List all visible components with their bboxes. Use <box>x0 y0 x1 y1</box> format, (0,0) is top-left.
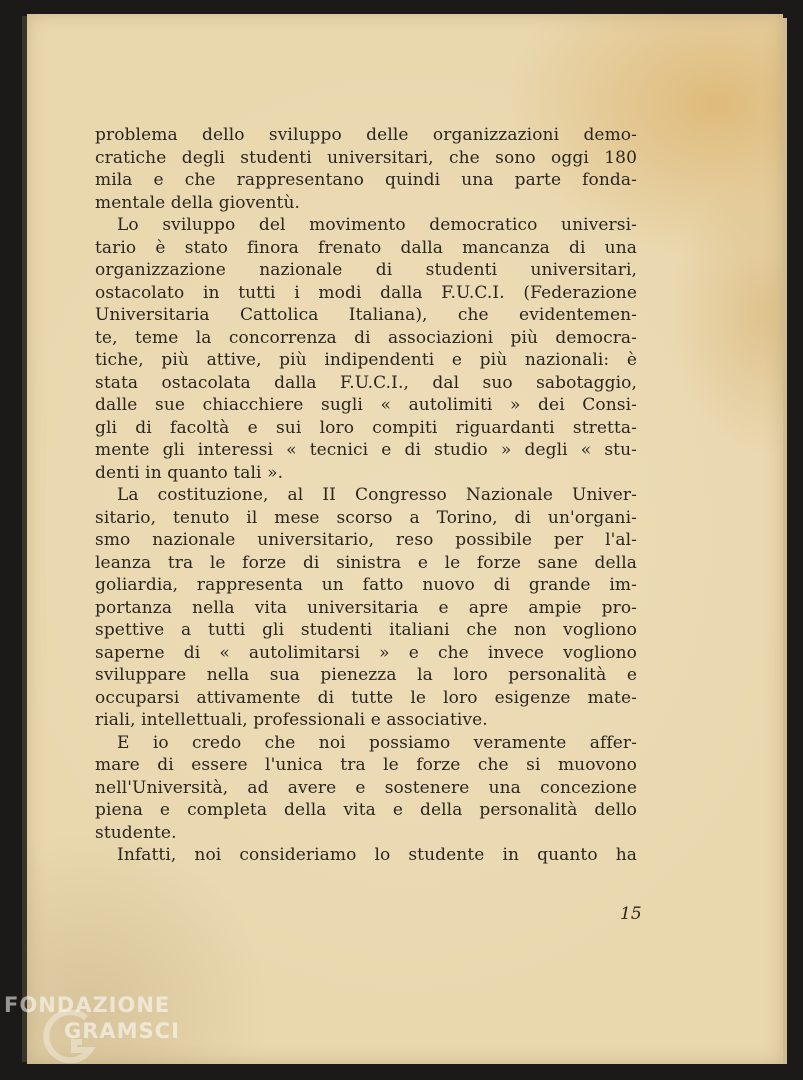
text-line: stata ostacolata dalla F.U.C.I., dal suo sabotaggio, <box>95 372 637 393</box>
text-line: Universitaria Cattolica Italiana), che evidentemen- <box>95 305 637 325</box>
text-line: portanza nella vita universitaria e apre ampie pro- <box>95 597 637 618</box>
text-line: smo nazionale universitario, reso possibile per l'al- <box>95 530 637 550</box>
watermark-line-2: GRAMSCI <box>64 1019 180 1043</box>
page-edge <box>783 18 787 1064</box>
text-line: cratiche degli studenti universitari, che sono oggi 180 <box>95 147 637 168</box>
text-line: piena e completa della vita e della personalità dello <box>95 800 637 820</box>
text-line: saperne di « autolimitarsi » e che invece vogliono <box>95 642 637 663</box>
text-line: tario è stato finora frenato dalla mancanza di una <box>95 237 637 258</box>
text-line: sviluppare nella sua pienezza la loro personalità e <box>95 665 637 685</box>
text-line: goliardia, rappresenta un fatto nuovo di grande im- <box>95 575 637 595</box>
page-number: 15 <box>620 904 642 924</box>
text-line: studente. <box>95 822 177 843</box>
text-line: organizzazione nazionale di studenti universitari, <box>95 260 637 280</box>
text-line: problema dello sviluppo delle organizzazioni demo- <box>95 125 637 145</box>
text-line: tiche, più attive, più indipendenti e più nazionali: è <box>95 350 637 370</box>
text-line: Lo sviluppo del movimento democratico universi- <box>117 215 637 235</box>
text-line: nell'Università, ad avere e sostenere una concezione <box>95 777 637 798</box>
text-line: leanza tra le forze di sinistra e le forze sane della <box>95 552 637 573</box>
watermark-line-1: FONDAZIONE <box>4 993 171 1017</box>
text-line: E io credo che noi possiamo veramente affer- <box>117 732 637 753</box>
text-line: mente gli interessi « tecnici e di studio » degli « stu- <box>95 440 637 460</box>
text-line: spettive a tutti gli studenti italiani che non vogliono <box>95 620 637 640</box>
text-line: sitario, tenuto il mese scorso a Torino, di un'organi- <box>95 507 637 528</box>
text-line: dalle sue chiacchiere sugli « autolimiti » dei Consi- <box>95 395 637 415</box>
text-line: mila e che rappresentano quindi una parte fonda- <box>95 170 637 190</box>
text-line: occuparsi attivamente di tutte le loro esigenze mate- <box>95 687 637 708</box>
text-line: mare di essere l'unica tra le forze che si muovono <box>95 755 637 775</box>
text-line: La costituzione, al II Congresso Nazionale Univer- <box>117 485 637 505</box>
text-line: te, teme la concorrenza di associazioni più democra- <box>95 327 637 348</box>
text-line: denti in quanto tali ». <box>95 462 284 483</box>
text-line: ostacolato in tutti i modi dalla F.U.C.I. (Federazione <box>95 282 637 303</box>
body-text <box>95 124 637 867</box>
watermark <box>4 992 180 1044</box>
text-line: Infatti, noi consideriamo lo studente in quanto ha <box>117 845 637 865</box>
text-line: riali, intellettuali, professionali e associative. <box>95 710 488 730</box>
text-line: mentale della gioventù. <box>95 192 301 213</box>
text-line: gli di facoltà e sui loro compiti riguardanti stretta- <box>95 417 637 438</box>
